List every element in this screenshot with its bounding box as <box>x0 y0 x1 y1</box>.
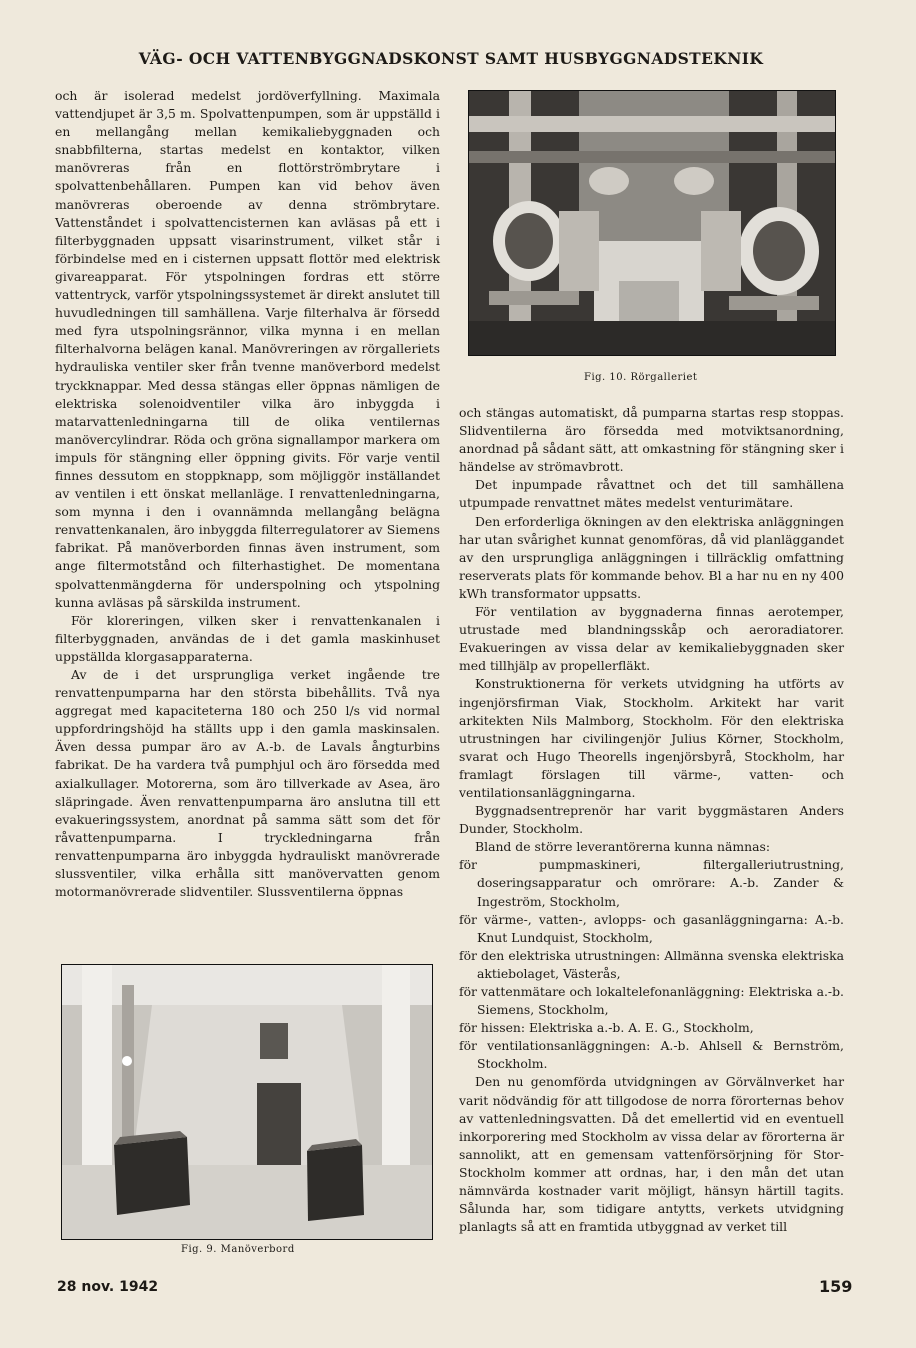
paragraph: Det inpumpade råvattnet och det till samhällena utpumpade renvattnet mätes medelst venturimätare. <box>459 477 844 511</box>
list-item: för vattenmätare och lokaltelefonanläggning: Elektriska a.-b. Siemens, Stockholm, <box>459 984 844 1018</box>
paragraph: Den nu genomförda utvidgningen av Görvälnverket har varit nödvändig för att tillgodose de norra förorternas behov av vattenledningsvatten. Då det emellertid vid en eventuell inkorporering med Stockholm av vissa delar av förorterna är sannolikt, att en gemensam vattenförsörjning för Stor-Stockholm kommer att ordnas, har, i den mån det utan nämnvärda kostnader varit möjligt, hänsyn härtill tagits. Sålunda har, som tidigare antytts, verkets utvidgning planlagts så att en framtida utbyggnad av verket till <box>459 1074 844 1235</box>
paragraph: För kloreringen, vilken sker i renvattenkanalen i filterbyggnaden, användas de i det gamla maskinhuset uppställda klorgasapparaterna. <box>55 612 440 664</box>
control-room-photo <box>61 964 433 1240</box>
list-item: för värme-, vatten-, avlopps- och gasanläggningarna: A.-b. Knut Lundquist, Stockholm, <box>459 911 844 945</box>
paragraph: Konstruktionerna för verkets utvidgning ha utförts av ingenjörsfirman Viak, Stockholm. Arkitekt har varit arkitekten Nils Malmborg, Stockholm. För den elektriska utrustningen har civilingenjör Julius Körner, Stockholm, svarat och Hugo Theorells ingenjörsbyrå, Stockholm, har framlagt förslagen till värme-, vatten- och ventilationsanläggningarna. <box>459 676 844 800</box>
list-item: för hissen: Elektriska a.-b. A. E. G., Stockholm, <box>459 1020 754 1036</box>
figure-9-caption: Fig. 9. Manöverbord <box>181 1244 295 1255</box>
control-room-illustration <box>62 965 432 1239</box>
list-item: för pumpmaskineri, filtergalleriutrustning, doseringsapparatur och omrörare: A.-b. Zander & Ingeström, Stockholm, <box>459 857 844 909</box>
pipe-gallery-photo <box>468 90 836 356</box>
page-header: VÄG- OCH VATTENBYGGNADSKONST SAMT HUSBYGGNADSTEKNIK <box>138 49 764 68</box>
paragraph: och stängas automatiskt, då pumparna startas resp stoppas. Slidventilerna äro försedda med motviktsanordning, anordnad på sådant sätt, att omkastning för stängning sker i händelse av strömavbrott. <box>459 405 844 475</box>
paragraph: Den erforderliga ökningen av den elektriska anläggningen har utan svårighet kunnat genomföras, då vid planläggandet av den ursprungliga anläggningen i tillräcklig omfattning reserverats plats för kommande behov. Bl a har nu en ny 400 kWh transformator uppsatts. <box>459 513 844 601</box>
figure-10-caption: Fig. 10. Rörgalleriet <box>584 372 698 383</box>
paragraph: och är isolerad medelst jordöverfyllning. Maximala vattendjupet är 3,5 m. Spolvattenpumpen, som är uppställd i en mellangång mellan kemikaliebyggnaden och snabbfilterna, startas medelst en kontaktor, vilken manövreras från en flottörströmbrytare i spolvattenbehållaren. Pumpen kan vid behov även manövreras oberoende av denna strömbrytare. Vattenståndet i spolvattencisternen kan avläsas på ett i filterbyggnaden uppsatt visarinstrument, vilket står i förbindelse med en i cisternen uppsatt flottör med elektrisk givareapparat. För ytspolningen fordras ett större vattentryck, varför ytspolningssystemet är direkt anslutet till huvudledningen till samhällena. Varje filterhalva är försedd med fyra utspolningsrännor, vilka mynna i en mellan filterhalvorna belägen kanal. Manövreringen av rörgalleriets hydrauliska ventiler sker från tvenne manöverbord medelst tryckknappar. Med dessa stängas eller öppnas nämligen de elektriska solenoidventiler vilka äro inbyggda i matarvattenledningarna till de olika ventilernas manövercylindrar. Röda och gröna signallampor markera om impuls för stängning eller öppning givits. För varje ventil finnes dessutom en stoppknapp, som möjliggör inställandet av ventilen i ett önskat mellanläge. I renvattenledningarna, som mynna i den i ovannämnda mellangång belägna renvattenkanalen, äro inbyggda filterregulatorer av Siemens fabrikat. På manöverborden finnas även instrument, som ange filtermotstånd och filterhastighet. De momentana spolvattenmängderna för underspolning och ytspolning kunna avläsas på särskilda instrument. <box>55 88 440 610</box>
page-number: 159 <box>819 1277 853 1296</box>
list-item: för ventilationsanläggningen: A.-b. Ahlsell & Bernström, Stockholm. <box>459 1038 844 1072</box>
left-column <box>55 87 440 901</box>
pipe-gallery-illustration <box>469 91 835 355</box>
right-column <box>459 404 844 1236</box>
supplier-list <box>459 856 844 1073</box>
issue-date: 28 nov. 1942 <box>57 1279 159 1295</box>
paragraph: Bland de större leverantörerna kunna nämnas: <box>475 839 771 855</box>
list-item: för den elektriska utrustningen: Allmänna svenska elektriska aktiebolaget, Västerås, <box>459 947 844 981</box>
paragraph: Byggnadsentreprenör har varit byggmästaren Anders Dunder, Stockholm. <box>459 803 844 837</box>
paragraph: För ventilation av byggnaderna finnas aerotemper, utrustade med blandningsskåp och aeroradiatorer. Evakueringen av vissa delar av kemikaliebyggnaden sker med tillhjälp av propellerfläkt. <box>459 604 844 674</box>
paragraph: Av de i det ursprungliga verket ingående tre renvattenpumparna har den största bibehållits. Två nya aggregat med kapaciteterna 180 och 250 l/s vid normal uppfordringshöjd ha ställts upp i den gamla maskinsalen. Även dessa pumpar äro av A.-b. de Lavals ångturbins fabrikat. De ha vardera två pumphjul och äro försedda med axialkullager. Motorerna, som äro tillverkade av Asea, äro släpringade. Även renvattenpumparna äro anslutna till ett evakueringssystem, anordnat på samma sätt som det för råvattenpumparna. I tryckledningarna från renvattenpumparna äro inbyggda hydrauliskt manövrerade slussventiler, vilka erhålla sitt manövervatten genom motormanövrerade slidventiler. Slussventilerna öppnas <box>55 667 440 900</box>
